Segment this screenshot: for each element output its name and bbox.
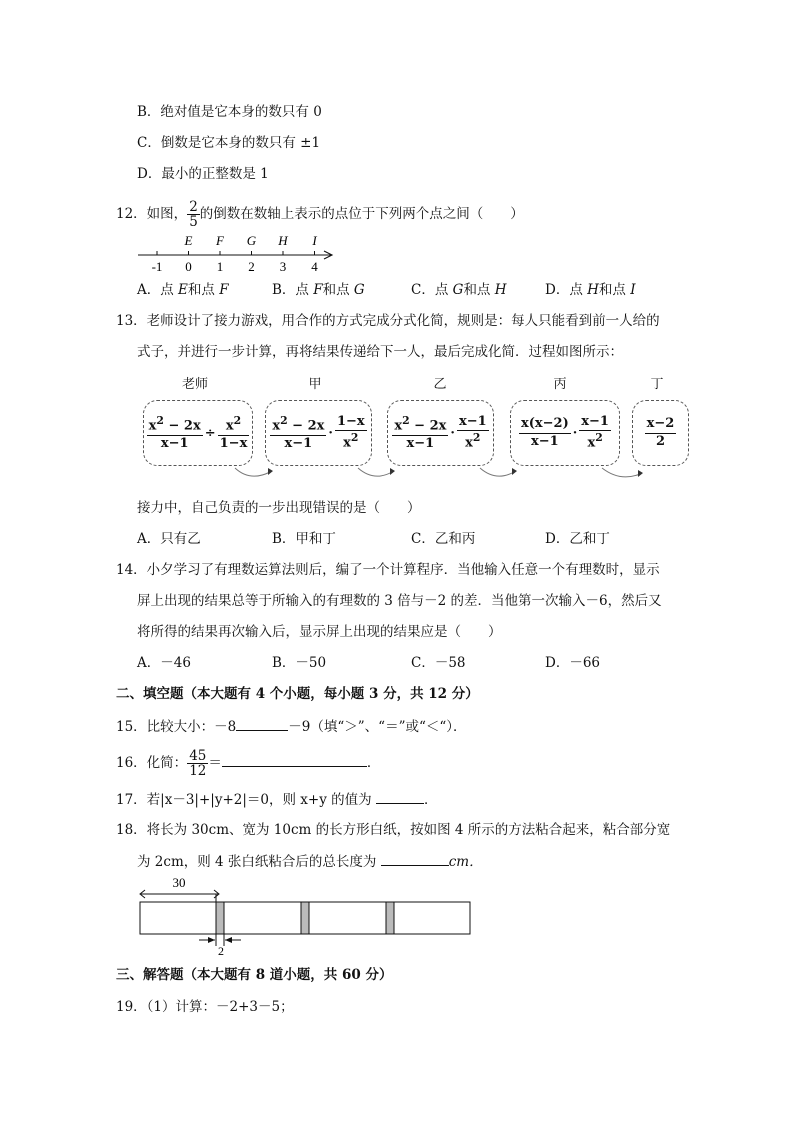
section-3-heading: 三、解答题（本大题有 8 道小题，共 60 分） (116, 967, 393, 983)
q18-line-1: 18．将长为 30cm、宽为 10cm 的长方形白纸，按如图 4 所示的方法粘合起来，粘合部分宽 (116, 822, 671, 838)
section-2-heading: 二、填空题（本大题有 4 个小题，每小题 3 分，共 12 分） (116, 686, 479, 702)
label-bing: 丙 (553, 377, 567, 392)
label-ding: 丁 (650, 377, 664, 392)
q13-option-c: C．乙和丙 (411, 531, 476, 547)
q11-option-b: B．绝对值是它本身的数只有 0 (137, 104, 322, 120)
label-yi: 乙 (433, 377, 447, 392)
axis-point-label: H (278, 233, 288, 248)
q16-blank[interactable] (222, 752, 367, 767)
q13-option-d: D．乙和丁 (545, 531, 610, 547)
axis-point-label: F (216, 233, 224, 248)
q15: 15．比较大小：－8 －9（填“＞”、“＝”或“＜“）． (116, 716, 467, 737)
label-30: 30 (172, 875, 186, 890)
relay-arrows (140, 462, 700, 488)
axis-point-label: E (184, 233, 193, 248)
q14-option-b: B．－50 (272, 655, 327, 671)
axis-tick-label: 3 (279, 259, 287, 274)
axis-tick-label: 2 (248, 259, 255, 274)
q16: 16．化简： $\frac{45}{12}$ ＝ ． (116, 747, 381, 779)
q18-blank[interactable] (381, 851, 449, 866)
axis-point-label: G (246, 233, 257, 248)
q14-option-a: A．－46 (137, 655, 191, 671)
number-line (135, 226, 345, 276)
q13-option-a: A．只有乙 (137, 531, 201, 547)
axis-tick-label: 4 (311, 259, 318, 274)
q14-option-d: D．－66 (545, 655, 601, 671)
q14-line-1: 14．小夕学习了有理数运算法则后，编了一个计算程序．当他输入任意一个有理数时，显示 (116, 562, 660, 578)
q13-line-2: 式子，并进行一步计算，再将结果传递给下一人，最后完成化简．过程如图所示： (137, 344, 623, 360)
q17: 17．若|x－3|+|y+2|＝0，则 x+y 的值为 ． (116, 789, 437, 810)
q12-stem: 12．如图， $\frac{2}{5}$ 的倒数在数轴上表示的点位于下列两个点之间（ ） (116, 199, 524, 231)
axis-tick-label: -1 (151, 259, 163, 274)
q16-fraction: $\frac{45}{12}$ (189, 747, 207, 779)
q19: 19．（1）计算：－2+3－5； (116, 999, 294, 1015)
label-teacher: 老师 (181, 377, 208, 392)
axis-tick-label: 1 (216, 259, 224, 274)
q12-option-a: A．点 E和点 F (137, 282, 229, 298)
q18-line-2: 为 2cm，则 4 张白纸粘合后的总长度为 cm． (137, 851, 483, 872)
q11-option-c: C．倒数是它本身的数只有 ±1 (137, 135, 321, 151)
label-2: 2 (218, 944, 224, 958)
axis-tick-label: 0 (185, 259, 192, 274)
axis-point-label: I (312, 233, 317, 248)
step-jia-box: $\frac{x^2 - 2x}{x-1}$ · $\frac{1-x}{x^2}$ (265, 400, 372, 466)
label-jia: 甲 (308, 377, 322, 392)
q15-blank[interactable] (236, 716, 288, 731)
q13-option-b: B．甲和丁 (272, 531, 336, 547)
q17-blank[interactable] (376, 789, 424, 804)
q14-line-3: 将所得的结果再次输入后，显示屏上出现的结果应是（ ） (137, 624, 502, 640)
q12-option-d: D．点 H和点 I (545, 282, 636, 298)
q13-line-1: 13．老师设计了接力游戏，用合作的方式完成分式化简，规则是：每人只能看到前一人给的 (116, 313, 660, 329)
q12-option-c: C．点 G和点 H (411, 282, 507, 298)
step-ding-box: $\frac{x-2}{2}$ (632, 400, 689, 466)
step-bing-box: $\frac{x(x-2)}{x-1}$ · $\frac{x-1}{x^2}$ (510, 400, 620, 466)
q14-line-2: 屏上出现的结果总等于所输入的有理数的 3 倍与－2 的差．当他第一次输入－6，然后又 (137, 593, 662, 609)
q13-question: 接力中，自己负责的一步出现错误的是（ ） (137, 500, 421, 516)
q12-fraction: $\frac{2}{5}$ (189, 199, 198, 231)
q12-option-b: B．点 F和点 G (272, 282, 365, 298)
q14-option-c: C．－58 (411, 655, 466, 671)
paper-strip-figure (135, 874, 480, 958)
step-yi-box: $\frac{x^2 - 2x}{x-1}$ · $\frac{x-1}{x^2}$ (387, 400, 494, 466)
q11-option-d: D．最小的正整数是 1 (137, 166, 269, 182)
step-teacher-box: $\frac{x^2 - 2x}{x-1}$ ÷ $\frac{x^2}{1-x}$ (143, 400, 253, 466)
